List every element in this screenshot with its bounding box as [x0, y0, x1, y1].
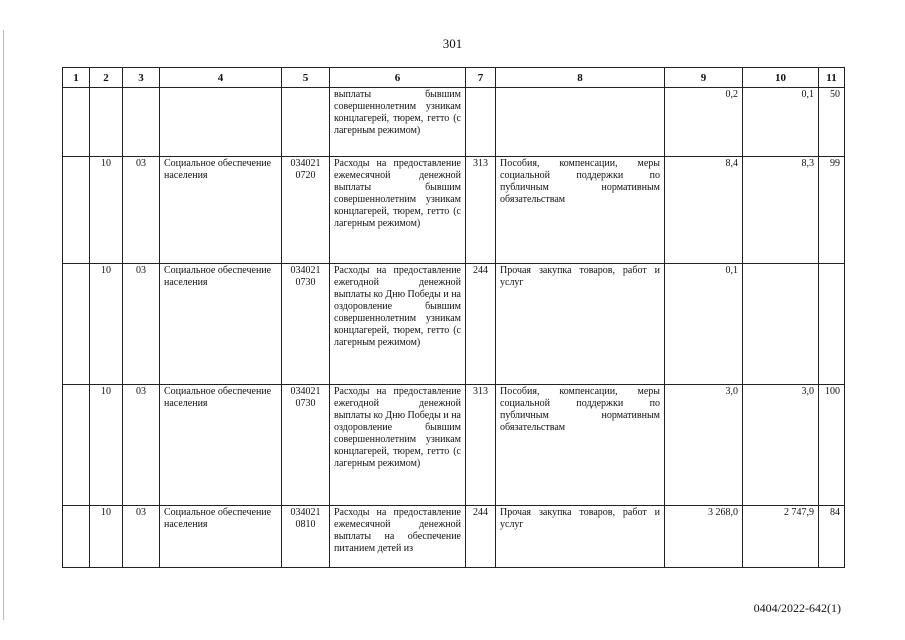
- cell-percent: 99: [819, 157, 845, 264]
- cell-expense-type-code: 244: [466, 506, 496, 568]
- page-number: 301: [442, 36, 463, 51]
- cell-subsection: 03: [123, 157, 160, 264]
- cell-planned-amount: 3,0: [665, 385, 743, 506]
- col-header-10: 10: [743, 68, 819, 88]
- cell-section-name: Социальное обеспечение населения: [160, 157, 282, 264]
- cell-expense-type-code: 244: [466, 264, 496, 385]
- cell-section-name: Социальное обеспечение населения: [160, 506, 282, 568]
- table-row: [63, 264, 845, 385]
- cell-target-code: [282, 88, 330, 157]
- cell-section: [90, 88, 123, 157]
- cell-executed-amount: 8,3: [743, 157, 819, 264]
- cell-target-code: 034021 0730: [282, 385, 330, 506]
- cell-expense-type-name: [496, 88, 665, 157]
- cell-target-code: 034021 0810: [282, 506, 330, 568]
- cell-expense-type-name: Прочая закупка товаров, работ и услуг: [496, 506, 665, 568]
- cell-expense-description: выплаты бывшим совершеннолетним узникам концлагерей, тюрем, гетто (с лагерным режимом): [330, 88, 466, 157]
- col-header-7: 7: [466, 68, 496, 88]
- cell-target-code: 034021 0720: [282, 157, 330, 264]
- cell-section: 10: [90, 157, 123, 264]
- col-header-4: 4: [160, 68, 282, 88]
- cell-section-name: Социальное обеспечение населения: [160, 264, 282, 385]
- budget-table: [62, 67, 845, 568]
- cell-percent: 84: [819, 506, 845, 568]
- cell-expense-type-code: 313: [466, 157, 496, 264]
- cell-expense-type-name: Прочая закупка товаров, работ и услуг: [496, 264, 665, 385]
- cell-section: 10: [90, 385, 123, 506]
- cell-col1: [63, 264, 90, 385]
- cell-section-name: [160, 88, 282, 157]
- cell-expense-description: Расходы на предоставление ежегодной денежной выплаты ко Дню Победы и на оздоровление бывшим совершеннолетним узникам концлагерей, тюрем, гетто (с лагерным режимом): [330, 385, 466, 506]
- cell-expense-type-name: Пособия, компенсации, меры социальной поддержки по публичным нормативным обязательствам: [496, 157, 665, 264]
- cell-col1: [63, 385, 90, 506]
- cell-section: 10: [90, 264, 123, 385]
- col-header-11: 11: [819, 68, 845, 88]
- cell-col1: [63, 157, 90, 264]
- col-header-8: 8: [496, 68, 665, 88]
- cell-percent: [819, 264, 845, 385]
- cell-subsection: 03: [123, 264, 160, 385]
- cell-col1: [63, 88, 90, 157]
- scan-edge-line: [3, 30, 4, 620]
- cell-executed-amount: [743, 264, 819, 385]
- cell-expense-description: Расходы на предоставление ежегодной денежной выплаты ко Дню Победы и на оздоровление бывшим совершеннолетним узникам концлагерей, тюрем, гетто (с лагерным режимом): [330, 264, 466, 385]
- cell-planned-amount: 0,1: [665, 264, 743, 385]
- col-header-1: 1: [63, 68, 90, 88]
- cell-planned-amount: 8,4: [665, 157, 743, 264]
- cell-col1: [63, 506, 90, 568]
- cell-percent: 100: [819, 385, 845, 506]
- col-header-6: 6: [330, 68, 466, 88]
- cell-expense-type-code: 313: [466, 385, 496, 506]
- cell-expense-type-code: [466, 88, 496, 157]
- table-row: [63, 385, 845, 506]
- table-row: [63, 157, 845, 264]
- col-header-9: 9: [665, 68, 743, 88]
- cell-percent: 50: [819, 88, 845, 157]
- cell-expense-description: Расходы на предоставление ежемесячной денежной выплаты бывшим совершеннолетним узникам концлагерей, тюрем, гетто (с лагерным режимом): [330, 157, 466, 264]
- cell-subsection: [123, 88, 160, 157]
- cell-section-name: Социальное обеспечение населения: [160, 385, 282, 506]
- cell-planned-amount: 3 268,0: [665, 506, 743, 568]
- col-header-5: 5: [282, 68, 330, 88]
- cell-executed-amount: 0,1: [743, 88, 819, 157]
- cell-expense-type-name: Пособия, компенсации, меры социальной поддержки по публичным нормативным обязательствам: [496, 385, 665, 506]
- header-row: [63, 68, 845, 88]
- cell-executed-amount: 2 747,9: [743, 506, 819, 568]
- cell-subsection: 03: [123, 385, 160, 506]
- col-header-2: 2: [90, 68, 123, 88]
- cell-executed-amount: 3,0: [743, 385, 819, 506]
- table-row: [63, 88, 845, 157]
- cell-target-code: 034021 0730: [282, 264, 330, 385]
- cell-expense-description: Расходы на предоставление ежемесячной денежной выплаты на обеспечение питанием детей из: [330, 506, 466, 568]
- table-row: [63, 506, 845, 568]
- col-header-3: 3: [123, 68, 160, 88]
- cell-subsection: 03: [123, 506, 160, 568]
- cell-planned-amount: 0,2: [665, 88, 743, 157]
- cell-section: 10: [90, 506, 123, 568]
- document-code: 0404/2022-642(1): [753, 601, 841, 615]
